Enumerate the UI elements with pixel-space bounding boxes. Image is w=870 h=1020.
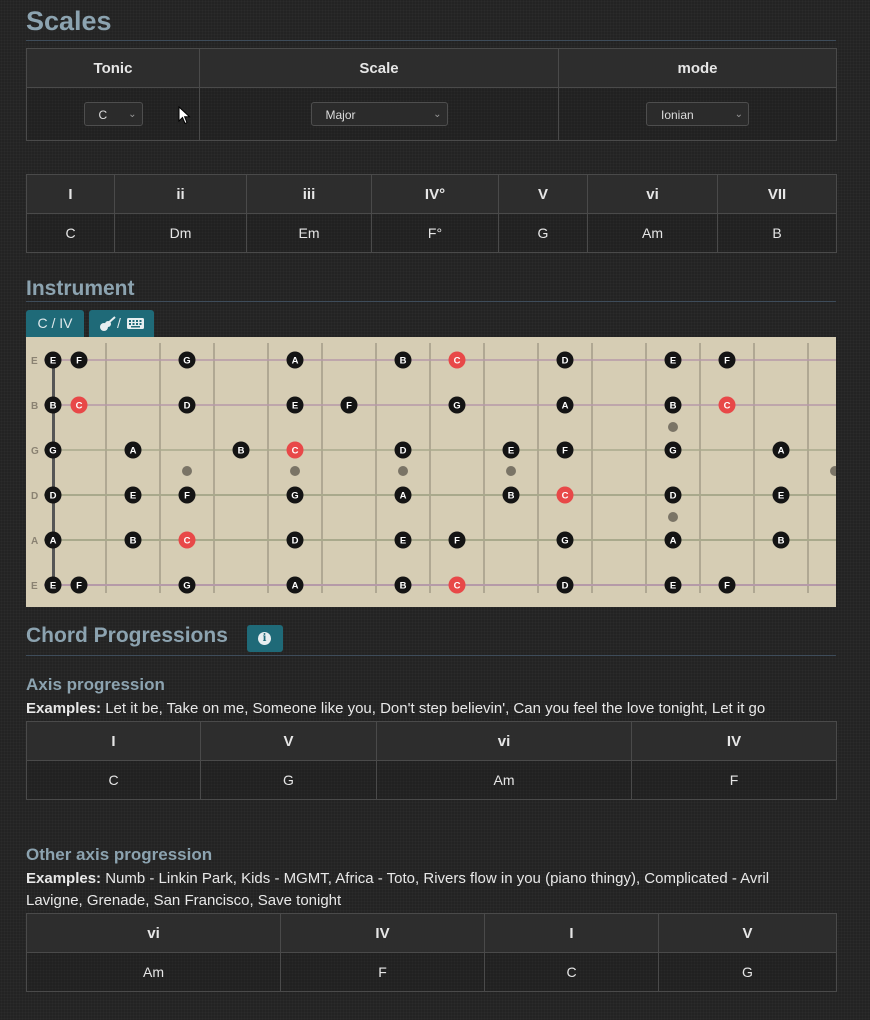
progression-chord: C (485, 953, 659, 992)
fretboard-background (26, 337, 836, 607)
tonic-select-value: C (98, 108, 108, 122)
fret-note-label: F (724, 580, 730, 592)
progression-title: Axis progression (26, 675, 165, 694)
progression-title: Other axis progression (26, 845, 213, 864)
fret-note-label: C (75, 400, 83, 412)
string-label: G (31, 446, 39, 457)
examples-label: Examples: (26, 870, 102, 887)
keyboard-icon (126, 310, 146, 337)
string-label: A (31, 536, 39, 547)
progression-degree: V (201, 722, 377, 761)
fret-note-label: G (183, 355, 191, 367)
chord-degree-header: IV° (372, 175, 499, 214)
fret-note-label: G (183, 580, 191, 592)
chord-progressions-heading: Chord Progressions (26, 624, 228, 647)
chord-name: G (499, 214, 588, 253)
progression-table (26, 913, 837, 992)
fret-note-label: G (561, 535, 569, 547)
string-label: B (31, 401, 39, 412)
progression-examples (26, 868, 826, 912)
fret-note-label: C (723, 400, 731, 412)
chord-degree-header: I (27, 175, 115, 214)
fret-marker (290, 466, 300, 476)
mode-select-value: Ionian (661, 108, 694, 122)
fret-note-label: G (291, 490, 299, 502)
progression-degree: I (27, 722, 201, 761)
fret-note-label: A (777, 445, 785, 457)
fret-note-label: E (49, 355, 57, 367)
progression-degree: IV (632, 722, 837, 761)
progression-chord: G (659, 953, 837, 992)
fret-note-label: B (399, 355, 407, 367)
progression-chord: Am (27, 953, 281, 992)
scale-selector-table (26, 48, 837, 141)
progression-chord: F (632, 761, 837, 800)
scale-chords-table (26, 174, 837, 253)
tonic-header: Tonic (27, 49, 200, 88)
chord-degree-header: V (499, 175, 588, 214)
fret-note-label: F (724, 355, 730, 367)
progression-table (26, 721, 837, 800)
fret-note-label: C (561, 490, 569, 502)
instrument-toggle[interactable] (89, 310, 154, 337)
fret-note-label: C (183, 535, 191, 547)
progressions-divider (26, 655, 836, 656)
fret-note-label: D (561, 355, 569, 367)
fret-note-label: C (453, 580, 461, 592)
string-label: E (31, 356, 38, 367)
chord-name: B (718, 214, 837, 253)
chord-degree-header: iii (247, 175, 372, 214)
fret-marker (668, 422, 678, 432)
fret-note-label: E (49, 580, 57, 592)
fret-note-label: E (777, 490, 785, 502)
fret-note-label: E (669, 580, 677, 592)
fret-note-label: B (399, 580, 407, 592)
fret-note-label: G (669, 445, 677, 457)
fret-note-label: A (669, 535, 677, 547)
progression-chord: C (27, 761, 201, 800)
tonic-select[interactable] (84, 102, 143, 126)
fret-note-label: A (291, 580, 299, 592)
fret-note-label: D (399, 445, 407, 457)
instrument-heading: Instrument (26, 277, 135, 300)
fret-note-label: F (562, 445, 568, 457)
chord-name: Am (588, 214, 718, 253)
progression-degree: vi (377, 722, 632, 761)
info-icon: i (258, 632, 271, 645)
fret-note-label: E (669, 355, 677, 367)
fret-note-label: A (399, 490, 407, 502)
fret-note-label: D (669, 490, 677, 502)
instrument-divider (26, 301, 836, 302)
progression-degree: vi (27, 914, 281, 953)
fret-note-label: A (49, 535, 57, 547)
fret-note-label: D (49, 490, 57, 502)
guitar-fretboard[interactable] (26, 337, 836, 607)
fret-note-label: F (184, 490, 190, 502)
chord-name: F° (372, 214, 499, 253)
notes-display-toggle[interactable] (26, 310, 84, 337)
fret-marker (398, 466, 408, 476)
instrument-toggle-sep: / (117, 315, 121, 331)
chord-degree-header: ii (115, 175, 247, 214)
mode-header: mode (559, 49, 837, 88)
progression-chord: Am (377, 761, 632, 800)
progression-chord: F (281, 953, 485, 992)
scale-select[interactable] (311, 102, 448, 126)
fret-note-label: B (507, 490, 515, 502)
fret-note-label: B (669, 400, 677, 412)
chord-name: Em (247, 214, 372, 253)
fret-note-label: D (183, 400, 191, 412)
chord-degree-header: vi (588, 175, 718, 214)
title-divider (26, 40, 836, 41)
progression-examples (26, 698, 826, 720)
scale-select-value: Major (325, 108, 356, 122)
fret-note-label: B (777, 535, 785, 547)
fret-marker (506, 466, 516, 476)
fret-note-label: F (76, 355, 82, 367)
fret-note-label: F (346, 400, 352, 412)
mouse-cursor-icon (178, 106, 192, 126)
fret-note-label: D (291, 535, 299, 547)
fret-note-label: E (129, 490, 137, 502)
fret-note-label: B (237, 445, 245, 457)
fret-note-label: E (507, 445, 515, 457)
progressions-info-button[interactable] (247, 625, 283, 652)
fret-note-label: C (453, 355, 461, 367)
fret-note-label: G (49, 445, 57, 457)
fret-note-label: E (291, 400, 299, 412)
fret-note-label: F (454, 535, 460, 547)
chord-name: C (27, 214, 115, 253)
progression-chord: G (201, 761, 377, 800)
fret-note-label: F (76, 580, 82, 592)
chord-name: Dm (115, 214, 247, 253)
fret-note-label: A (129, 445, 137, 457)
fret-note-label: B (129, 535, 137, 547)
fret-note-label: B (49, 400, 57, 412)
fret-note-label: A (291, 355, 299, 367)
progression-degree: I (485, 914, 659, 953)
chevron-down-icon: ⌄ (433, 109, 442, 120)
page-title: Scales (26, 6, 112, 36)
fret-marker (182, 466, 192, 476)
fret-note-label: C (291, 445, 299, 457)
string-label: E (31, 581, 38, 592)
scale-header: Scale (200, 49, 559, 88)
examples-text: Numb - Linkin Park, Kids - MGMT, Africa - Toto, Rivers flow in you (piano thingy), Complicated - Avril Lavigne, Grenade, San Francisco, Save tonight (26, 870, 770, 909)
fret-marker (668, 512, 678, 522)
examples-label: Examples: (26, 700, 102, 717)
string-label: D (31, 491, 39, 502)
nut (49, 353, 57, 593)
fret-note-label: G (453, 400, 461, 412)
mode-select[interactable] (646, 102, 749, 126)
fret-note-label: E (399, 535, 407, 547)
chevron-down-icon: ⌄ (128, 109, 137, 120)
fret-note-label: D (561, 580, 569, 592)
progression-degree: V (659, 914, 837, 953)
progression-degree: IV (281, 914, 485, 953)
fret-note-label: A (561, 400, 569, 412)
examples-text: Let it be, Take on me, Someone like you, Don't step believin', Can you feel the love tonight, Let it go (105, 700, 766, 717)
notes-display-label: C / IV (37, 315, 73, 331)
chord-degree-header: VII (718, 175, 837, 214)
chevron-down-icon: ⌄ (734, 109, 743, 120)
